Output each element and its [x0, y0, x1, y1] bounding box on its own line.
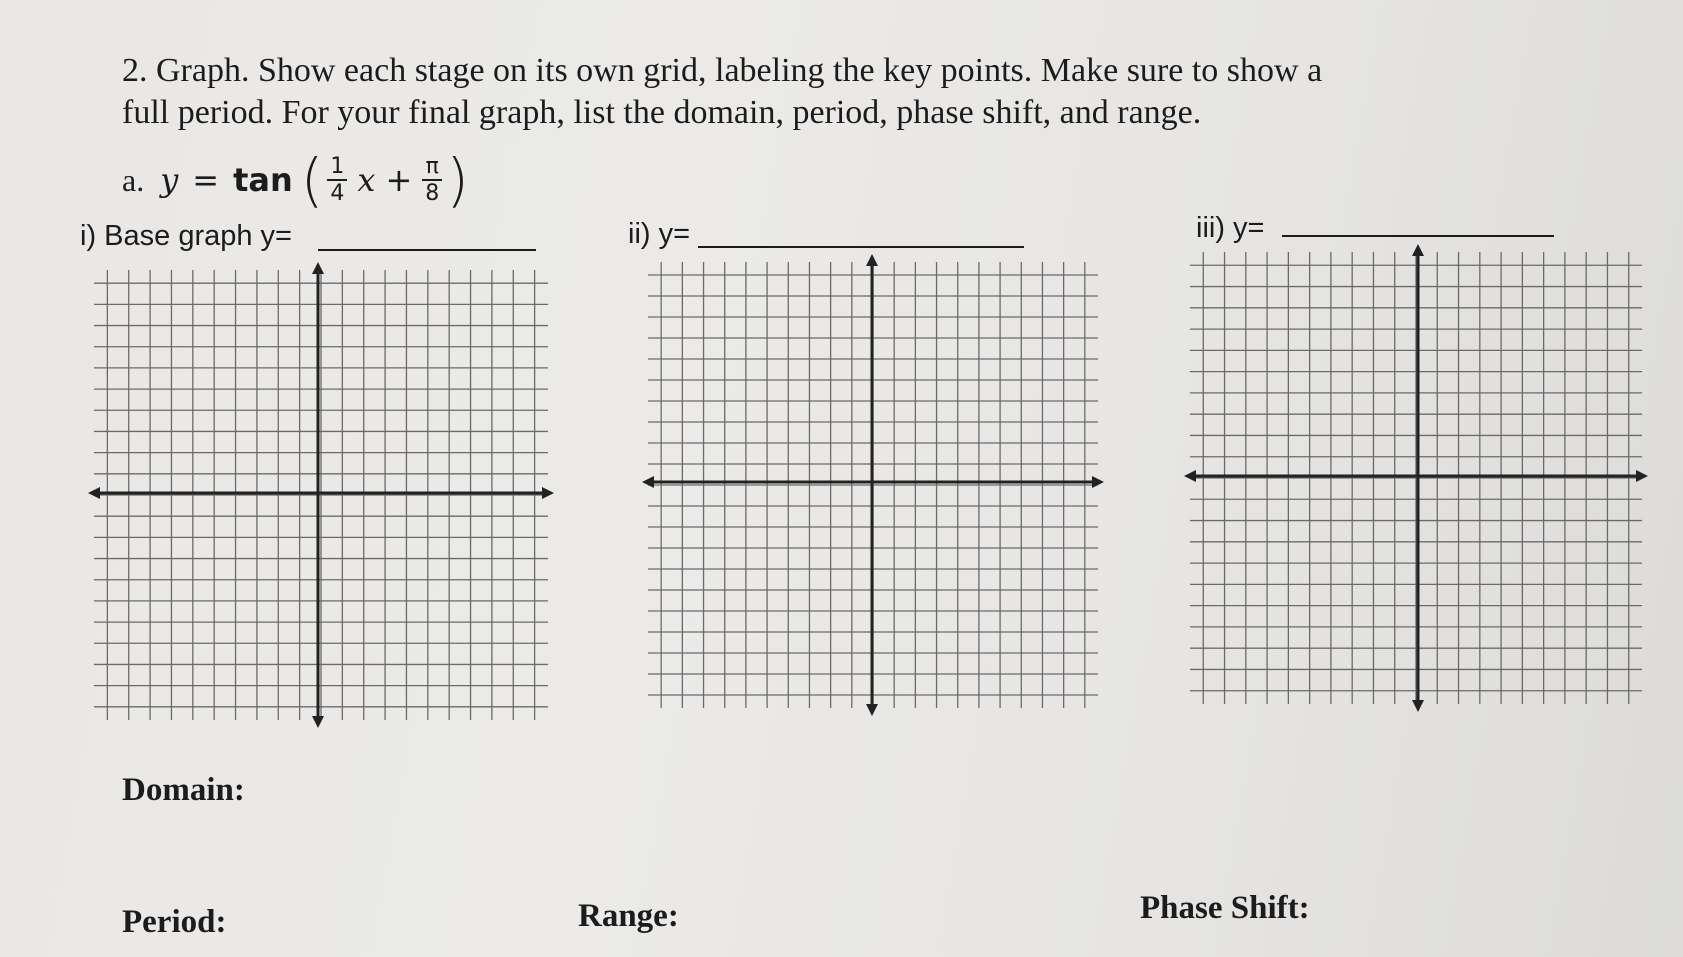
fraction-pi-over-eight [422, 155, 442, 205]
stage-label-ii: ii) y= [628, 218, 691, 250]
answer-blank-ii[interactable] [698, 246, 1024, 248]
x-axis-arrow-left-icon [88, 487, 100, 499]
equation-x: x [357, 161, 376, 199]
y-axis-arrow-up-icon [1412, 244, 1424, 256]
fraction-denominator: 8 [422, 179, 442, 205]
x-axis-arrow-right-icon [542, 487, 554, 499]
fraction-numerator: 1 [330, 153, 345, 179]
graph-grid-iii[interactable] [1182, 244, 1650, 712]
range-label: Range: [578, 898, 679, 934]
x-axis-arrow-left-icon [1184, 470, 1196, 482]
x-axis-arrow-left-icon [642, 476, 654, 488]
question-line-2: full period. For your final graph, list the domain, period, phase shift, and range. [122, 94, 1202, 131]
domain-label: Domain: [122, 772, 245, 808]
equation [122, 145, 469, 215]
x-axis-arrow-right-icon [1636, 470, 1648, 482]
y-axis-arrow-down-icon [312, 716, 324, 728]
answer-blank-base[interactable] [318, 249, 536, 251]
grid-svg [1182, 244, 1650, 712]
fraction-one-quarter [327, 155, 347, 205]
grid-svg [640, 254, 1106, 716]
fraction-numerator: π [425, 153, 439, 179]
grid-svg [86, 262, 556, 728]
period-label: Period: [122, 904, 227, 940]
y-axis-arrow-down-icon [866, 704, 878, 716]
fraction-denominator: 4 [327, 179, 347, 205]
equation-variable: y [160, 161, 179, 199]
x-axis-arrow-right-icon [1092, 476, 1104, 488]
y-axis-arrow-up-icon [866, 254, 878, 266]
equation-function: tan [233, 161, 293, 199]
equation-equals: = [192, 161, 220, 199]
equation-plus: + [385, 161, 413, 199]
stage-label-iii: iii) y= [1196, 212, 1265, 244]
graph-grid-ii[interactable] [640, 254, 1106, 716]
equation-close-paren: ) [446, 146, 469, 214]
graph-grid-base[interactable] [86, 262, 556, 728]
phase-shift-label: Phase Shift: [1140, 890, 1310, 926]
answer-blank-iii[interactable] [1282, 235, 1554, 237]
y-axis-arrow-up-icon [312, 262, 324, 274]
question-line-1: 2. Graph. Show each stage on its own grid, labeling the key points. Make sure to show a [122, 52, 1323, 89]
part-label: a. [122, 161, 145, 198]
equation-open-paren: ( [300, 146, 324, 214]
y-axis-arrow-down-icon [1412, 700, 1424, 712]
stage-label-base: i) Base graph y= [80, 220, 292, 252]
